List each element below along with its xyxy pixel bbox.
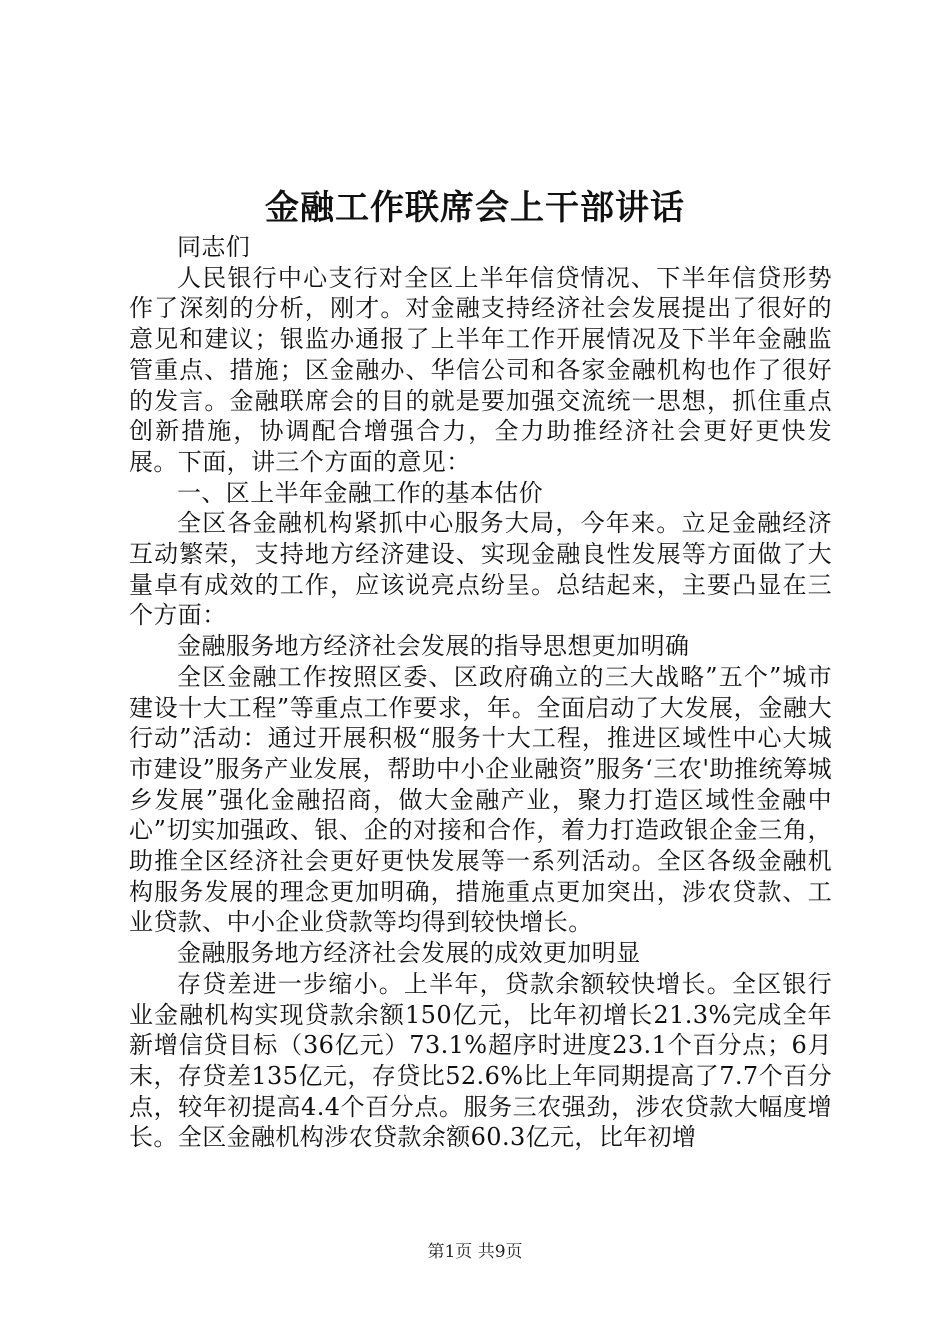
paragraph-loans: 存贷差进一步缩小。上半年，贷款余额较快增长。全区银行业金融机构实现贷款余额150亿元，比年初增长21.3%完成全年新增信贷目标（36亿元）73.1%超序时进度23.1个百分点；6月末，存贷差135亿元，存贷比52.6%比上年同期提高了7.7个百分点，较年初提高4.4个百分点。服务三农强劲，涉农贷款大幅度增长。全区金融机构涉农贷款余额60.3亿元，比年初增 xyxy=(129,969,832,1152)
section-heading-1: 一、区上半年金融工作的基本估价 xyxy=(177,478,543,507)
document-title: 金融工作联席会上干部讲话 xyxy=(265,188,685,228)
document-body xyxy=(129,232,832,1153)
subheading-guiding-thought: 金融服务地方经济社会发展的指导思想更加明确 xyxy=(177,632,690,661)
paragraph-activities: 全区金融工作按照区委、区政府确立的三大战略”五个”城市建设十大工程”等重点工作要求，年。全面启动了大发展，金融大行动”活动：通过开展积极“服务十大工程，推进区域性中心大城市建设”服务产业发展，帮助中小企业融资”服务‘三农'助推统筹城乡发展”强化金融招商，做大金融产业，聚力打造区域性金融中心”切实加强政、银、企的对接和合作，着力打造政银企金三角，助推全区经济社会更好更快发展等一系列活动。全区各级金融机构服务发展的理念更加明确，措施重点更加突出，涉农贷款、工业贷款、中小企业贷款等均得到较快增长。 xyxy=(129,662,832,937)
salutation: 同志们 xyxy=(177,233,251,261)
subheading-results: 金融服务地方经济社会发展的成效更加明显 xyxy=(177,939,641,968)
paragraph-intro: 人民银行中心支行对全区上半年信贷情况、下半年信贷形势作了深刻的分析，刚才。对金融支持经济社会发展提出了很好的意见和建议；银监办通报了上半年工作开展情况及下半年金融监管重点、措施；区金融办、华信公司和各家金融机构也作了很好的发言。金融联席会的目的就是要加强交流统一思想，抓住重点创新措施，协调配合增强合力，全力助推经济社会更好更快发展。下面，讲三个方面的意见： xyxy=(129,263,832,476)
paragraph-overview: 全区各金融机构紧抓中心服务大局，今年来。立足金融经济互动繁荣，支持地方经济建设、实现金融良性发展等方面做了大量卓有成效的工作，应该说亮点纷呈。总结起来，主要凸显在三个方面： xyxy=(129,509,832,630)
page-number-footer: 第1页 共9页 xyxy=(427,1242,523,1262)
